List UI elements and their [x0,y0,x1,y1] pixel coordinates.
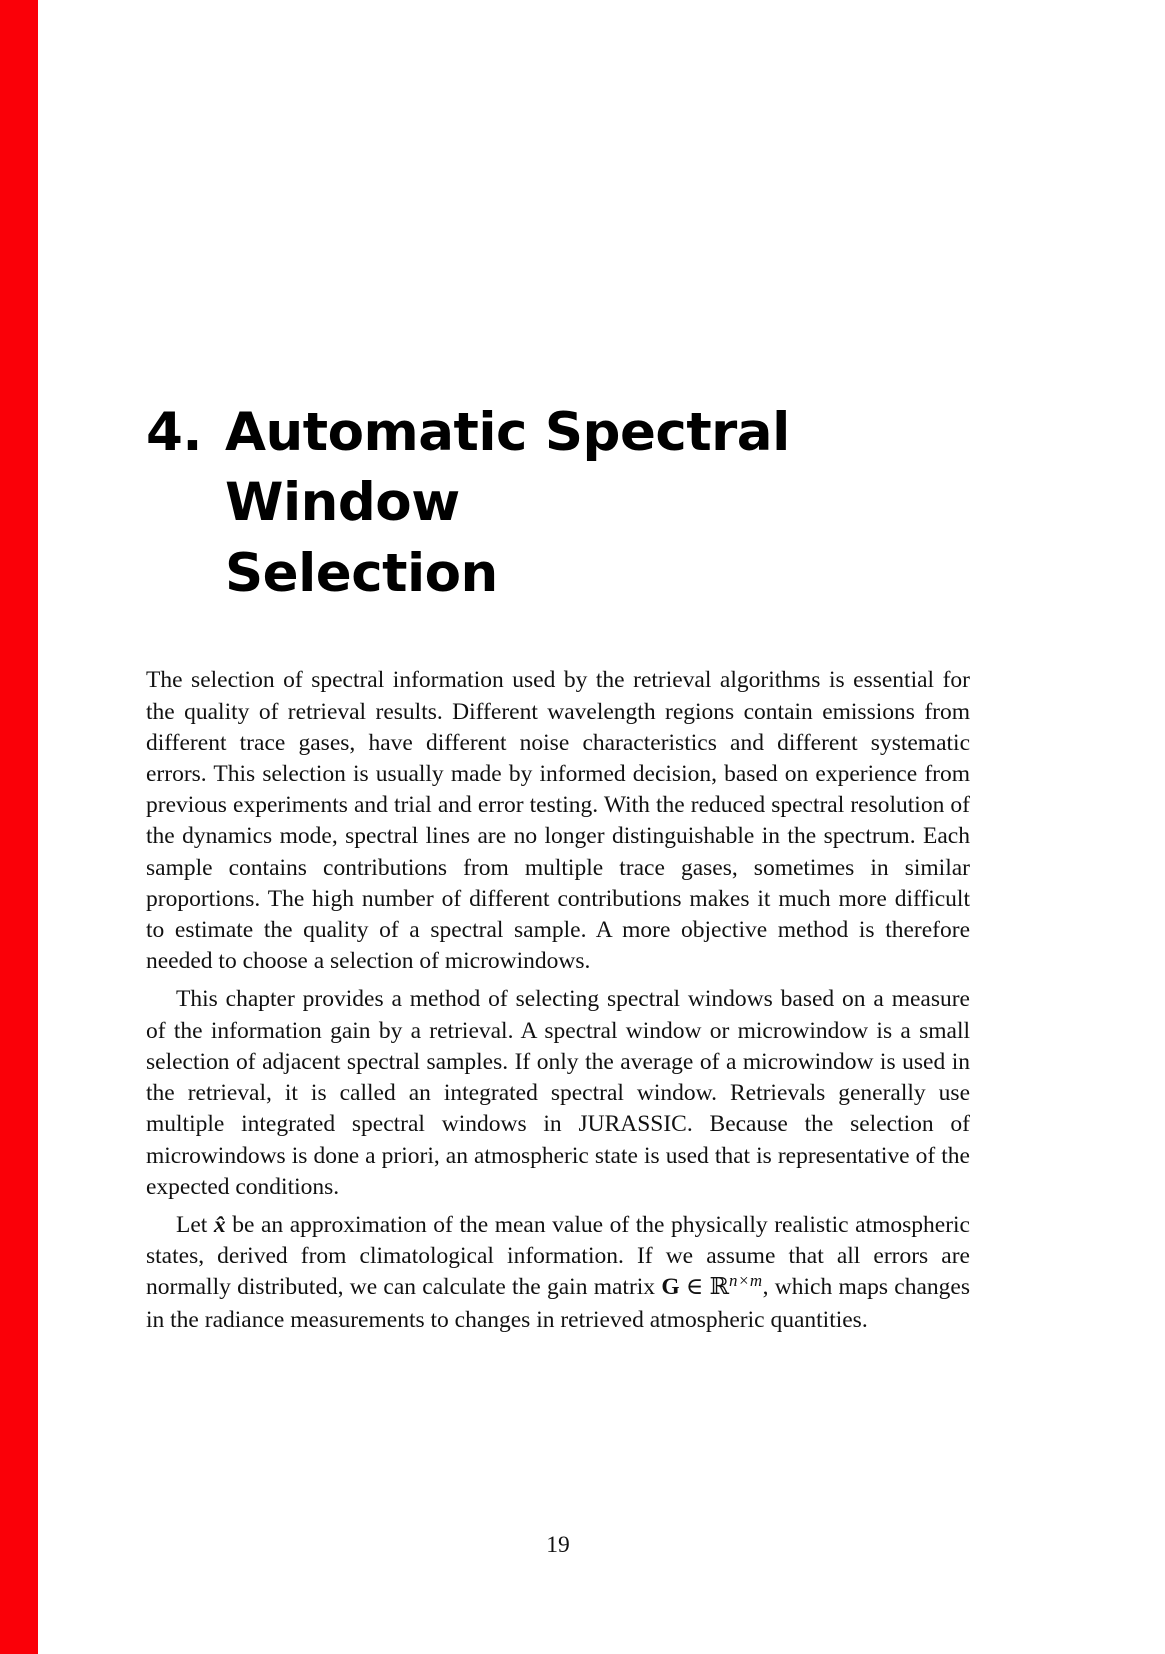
left-accent-bar [0,0,38,1654]
paragraph-intro: The selection of spectral information used by the retrieval algorithms is essential for the quality of retrieval results. Different wavelength regions contain emissions from different trace gases, have different noise characteristics and different systematic errors. This selection is usually made by informed decision, based on experience from previous experiments and trial and error testing. With the reduced spectral resolution of the dynamics mode, spectral lines are no longer distinguishable in the spectrum. Each sample contains contributions from multiple trace gases, sometimes in similar proportions. The high number of different contributions makes it much more difficult to estimate the quality of a spectral sample. A more objective method is therefore needed to choose a selection of microwindows. [146,667,970,975]
chapter-heading [146,398,970,609]
chapter-number: 4. [146,402,203,463]
body-text [146,665,970,1335]
chapter-title [225,398,970,609]
page-content [146,398,970,1336]
chapter-title-line1: Automatic Spectral Window [225,402,790,534]
chapter-title-line2: Selection [225,542,498,604]
paragraph-chapter-overview: This chapter provides a method of selecting spectral windows based on a measure of the information gain by a retrieval. A spectral window or microwindow is a small selection of adjacent spectral samples. If only the average of a microwindow is used in the retrieval, it is called an integrated spectral window. Retrievals generally use multiple integrated spectral windows in JURASSIC. Because the selection of microwindows is done a priori, an atmospheric state is used that is representative of the expected conditions. [146,986,970,1200]
page-number: 19 [546,1532,570,1558]
paragraph-math: Let x̂ be an approximation of the mean value of the physically realistic atmospheric states, derived from climatological information. If we assume that all errors are normally distributed, we can calculate the gain matrix G ∈ ℝ$^{n\times m}$, which maps changes in the radiance measurements to changes in retrieved atmospheric quantities. [146,1211,970,1333]
